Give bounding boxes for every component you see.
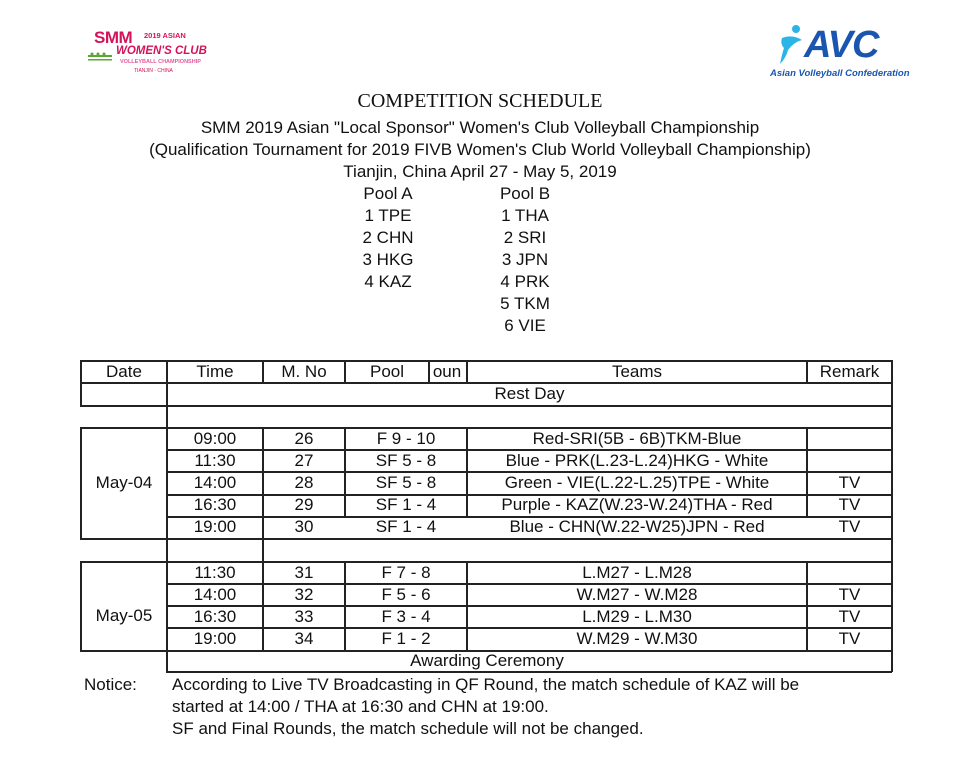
match-time: 11:30 <box>194 563 236 582</box>
match-number: 26 <box>294 429 314 448</box>
match-pool: F 1 - 2 <box>381 629 431 648</box>
match-time: 16:30 <box>193 607 237 626</box>
match-remark: TV <box>838 517 861 536</box>
notice-line: SF and Final Rounds, the match schedule will not be changed. <box>172 719 644 738</box>
avc-name: Asian Volleyball Confederation <box>770 68 910 79</box>
match-pool: SF 5 - 8 <box>375 451 437 470</box>
notice-line: According to Live TV Broadcasting in QF Round, the match schedule of KAZ will be <box>172 675 800 694</box>
match-remark: TV <box>838 585 861 604</box>
table-rule <box>80 405 892 407</box>
championship-logo <box>88 28 218 78</box>
awarding-ceremony: Awarding Ceremony <box>410 651 564 670</box>
match-pool: SF 1 - 4 <box>375 517 437 536</box>
match-time: 19:00 <box>193 517 237 536</box>
match-teams: Red-SRI(5B - 6B)TKM-Blue <box>532 429 742 448</box>
table-rule <box>891 360 893 672</box>
match-remark: TV <box>838 473 861 492</box>
match-number: 28 <box>294 473 314 492</box>
pool-b-team: 6 VIE <box>504 316 546 335</box>
event-subtitle: (Qualification Tournament for 2019 FIVB Women's Club World Volleyball Championship) <box>149 140 811 159</box>
match-teams: Green - VIE(L.22-L.25)TPE - White <box>504 473 770 492</box>
match-remark: TV <box>838 495 861 514</box>
match-teams: W.M29 - W.M30 <box>576 629 698 648</box>
pool-b-team: 3 JPN <box>501 250 549 269</box>
avc-mark: AVC <box>804 24 879 66</box>
match-teams: Blue - PRK(L.23-L.24)HKG - White <box>505 451 769 470</box>
match-remark: TV <box>838 607 861 626</box>
logo-year: 2019 ASIAN <box>144 31 186 40</box>
match-number: 27 <box>294 451 314 470</box>
match-teams: Blue - CHN(W.22-W25)JPN - Red <box>509 517 765 536</box>
header-date: Date <box>106 362 142 381</box>
header-teams: Teams <box>611 362 663 381</box>
match-teams: Purple - KAZ(W.23-W.24)THA - Red <box>501 495 773 514</box>
header-court: oun <box>432 362 462 381</box>
pool-b-team: 1 THA <box>501 206 549 225</box>
notice-label: Notice: <box>84 675 137 694</box>
header-remark: Remark <box>819 362 880 381</box>
match-number: 33 <box>294 607 314 626</box>
match-remark: TV <box>838 629 861 648</box>
match-time: 14:00 <box>193 585 237 604</box>
match-pool: F 5 - 6 <box>381 585 431 604</box>
pool-b-label: Pool B <box>499 184 551 203</box>
match-pool: SF 5 - 8 <box>375 473 437 492</box>
match-time: 11:30 <box>194 451 236 470</box>
leaf-icon <box>88 52 112 64</box>
match-teams: L.M29 - L.M30 <box>582 607 692 626</box>
logo-line2: VOLLEYBALL CHAMPIONSHIP <box>120 59 201 65</box>
match-time: 09:00 <box>193 429 237 448</box>
pool-a-label: Pool A <box>363 184 413 203</box>
logo-line3: TIANJIN · CHINA <box>134 68 173 74</box>
match-time: 19:00 <box>193 629 237 648</box>
match-time: 16:30 <box>193 495 237 514</box>
match-pool: SF 1 - 4 <box>375 495 437 514</box>
avc-logo <box>770 22 920 84</box>
logo-brand: SMM <box>94 28 133 47</box>
date-day1: May-04 <box>95 473 153 492</box>
match-number: 29 <box>294 495 314 514</box>
match-number: 32 <box>294 585 314 604</box>
match-number: 31 <box>294 563 314 582</box>
match-number: 34 <box>294 629 314 648</box>
match-pool: F 7 - 8 <box>381 563 431 582</box>
page-title: COMPETITION SCHEDULE <box>357 90 603 112</box>
pool-b-team: 4 PRK <box>500 272 550 291</box>
match-time: 14:00 <box>193 473 237 492</box>
match-number: 30 <box>294 517 314 536</box>
date-day2: May-05 <box>95 606 153 625</box>
event-title: SMM 2019 Asian "Local Sponsor" Women's Club Volleyball Championship <box>200 118 760 137</box>
header-time: Time <box>196 362 234 381</box>
rest-day: Rest Day <box>494 384 565 403</box>
pool-a-team: 2 CHN <box>362 228 414 247</box>
event-location: Tianjin, China April 27 - May 5, 2019 <box>343 162 617 181</box>
pool-a-team: 3 HKG <box>362 250 414 269</box>
match-teams: L.M27 - L.M28 <box>582 563 692 582</box>
header-match-no: M. No <box>281 362 327 381</box>
match-pool: F 3 - 4 <box>381 607 431 626</box>
pool-b-team: 2 SRI <box>503 228 547 247</box>
pool-b-team: 5 TKM <box>500 294 550 313</box>
table-rule <box>80 538 892 540</box>
header-pool: Pool <box>369 362 405 381</box>
logo-line1: WOMEN'S CLUB <box>116 45 207 57</box>
pool-a-team: 1 TPE <box>364 206 412 225</box>
match-pool: F 9 - 10 <box>376 429 436 448</box>
match-teams: W.M27 - W.M28 <box>576 585 698 604</box>
pool-a-team: 4 KAZ <box>364 272 412 291</box>
notice-line: started at 14:00 / THA at 16:30 and CHN at 19:00. <box>172 697 549 716</box>
